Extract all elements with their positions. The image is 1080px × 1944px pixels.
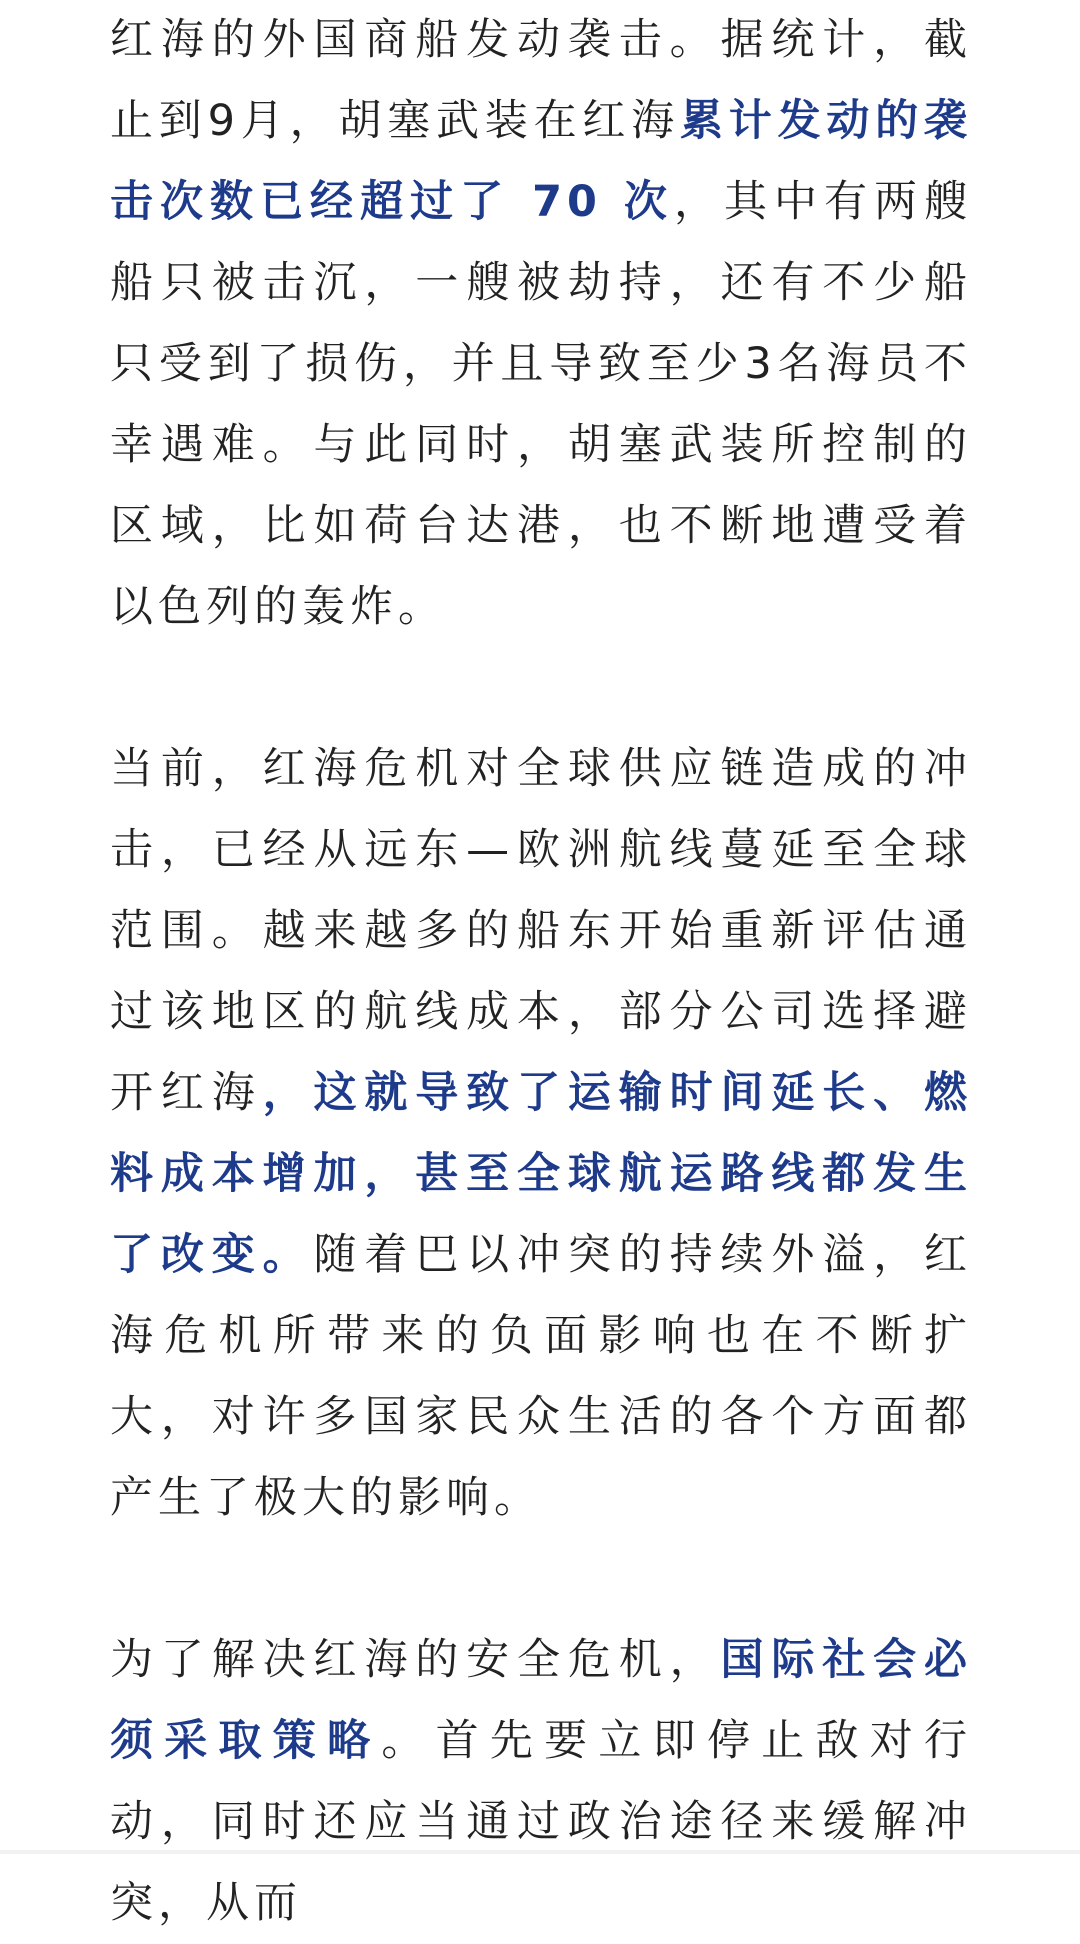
highlighted-strategy: 国际社会必须采取策略 (110, 1635, 972, 1766)
text-segment: 红海的外国商船发动袭击。据统计，截止到9月，胡塞武装在红海 (110, 15, 972, 146)
text-segment: 随着巴以冲突的持续外溢，红海危机所带来的负面影响也在不断扩大，对许多国家民众生活的各个方面都产生了极大的影响。 (110, 1230, 972, 1523)
text-segment: 。首先要立即停止敌对行动，同时还应当通过政治途径来缓解冲突，从而 (110, 1716, 973, 1928)
highlighted-attack-count: 累计发动的袭击次数已经超过了 70 次 (110, 96, 973, 227)
paragraph-solution (110, 1620, 972, 1944)
bottom-divider (0, 1850, 1080, 1854)
text-segment: 为了解决红海的安全危机， (110, 1635, 721, 1685)
article-body (110, 0, 972, 1944)
highlighted-shipping-impact: ，这就导致了运输时间延长、燃料成本增加，甚至全球航运路线都发生了改变。 (110, 1068, 972, 1280)
paragraph-houthi-attacks (110, 0, 972, 648)
text-segment: 当前，红海危机对全球供应链造成的冲击，已经从远东—欧洲航线蔓延至全球范围。越来越多的船东开始重新评估通过该地区的航线成本，部分公司选择避开红海 (110, 744, 972, 1118)
text-segment: ，其中有两艘船只被击沉，一艘被劫持，还有不少船只受到了损伤，并且导致至少3名海员不幸遇难。与此同时，胡塞武装所控制的区域，比如荷台达港，也不断地遭受着以色列的轰炸。 (110, 177, 973, 632)
paragraph-supply-chain (110, 729, 972, 1539)
